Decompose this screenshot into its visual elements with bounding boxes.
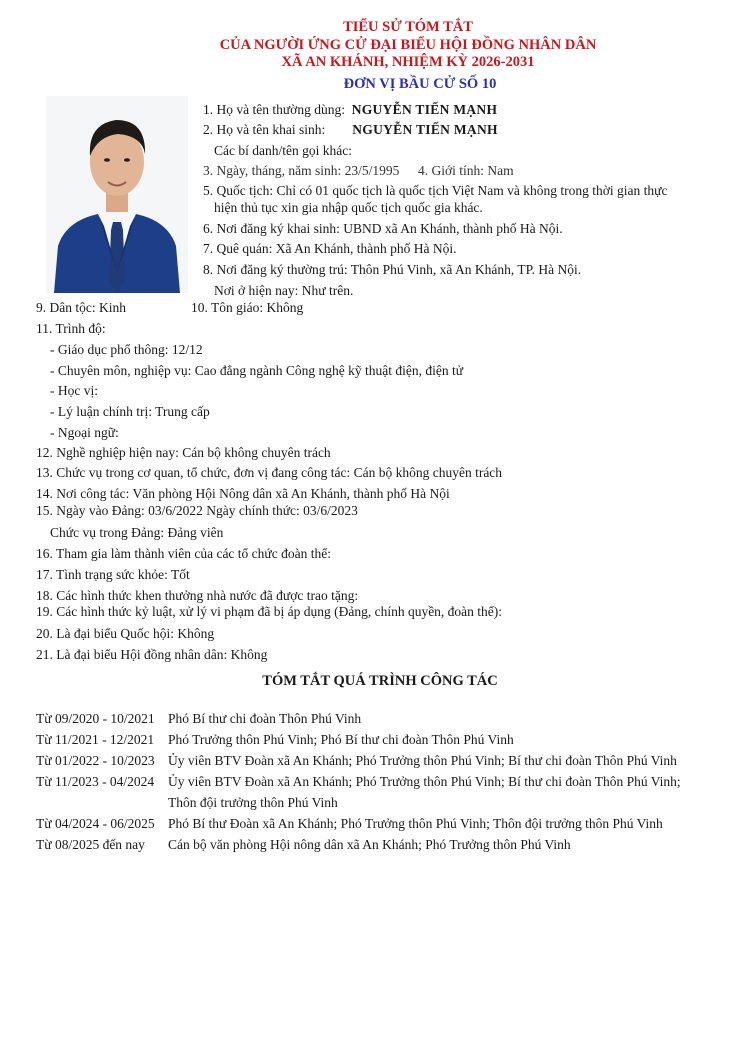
field-nationality-cont: hiện thủ tục xin gia nhập quốc tịch quốc gia khác. xyxy=(214,200,483,215)
field-awards: 18. Các hình thức khen thưởng nhà nước đã được trao tặng: xyxy=(36,588,359,603)
field-professional: - Chuyên môn, nghiệp vụ: Cao đẳng ngành Công nghệ kỹ thuật điện, điện tử xyxy=(50,363,464,378)
field-birth-registration: 6. Nơi đăng ký khai sinh: UBND xã An Khánh, thành phố Hà Nội. xyxy=(203,221,563,236)
field-hometown: 7. Quê quán: Xã An Khánh, thành phố Hà Nội. xyxy=(203,241,457,256)
doc-subtitle: CỦA NGƯỜI ỨNG CỬ ĐẠI BIỂU HỘI ĐỒNG NHÂN DÂN xyxy=(219,37,597,53)
field-political-theory: - Lý luận chính trị: Trung cấp xyxy=(50,404,210,419)
field-peoples-council: 21. Là đại biểu Hội đồng nhân dân: Không xyxy=(36,647,268,662)
field-general-education: - Giáo dục phổ thông: 12/12 xyxy=(50,342,203,357)
field-party-join: 15. Ngày vào Đảng: 03/6/2022 Ngày chính thức: 03/6/2023 xyxy=(36,503,358,518)
doc-subtitle-commune: XÃ AN KHÁNH, NHIỆM KỲ 2026-2031 xyxy=(281,54,535,70)
field-birth-name: 2. Họ và tên khai sinh: NGUYỄN TIẾN MẠNH xyxy=(203,122,498,137)
field-position: 13. Chức vụ trong cơ quan, tổ chức, đơn vị đang công tác: Cán bộ không chuyên trách xyxy=(36,465,503,480)
field-health: 17. Tình trạng sức khỏe: Tốt xyxy=(36,567,190,582)
field-occupation: 12. Nghề nghiệp hiện nay: Cán bộ không chuyên trách xyxy=(36,445,331,460)
field-alias: Các bí danh/tên gọi khác: xyxy=(214,143,352,158)
doc-title: TIỂU SỬ TÓM TẮT xyxy=(343,19,473,35)
field-party-position: Chức vụ trong Đảng: Đảng viên xyxy=(50,525,224,540)
field-foreign-language: - Ngoại ngữ: xyxy=(50,425,119,440)
field-education-heading: 11. Trình độ: xyxy=(36,321,106,336)
field-workplace: 14. Nơi công tác: Văn phòng Hội Nông dân xã An Khánh, thành phố Hà Nội xyxy=(36,486,450,501)
field-religion: 10. Tôn giáo: Không xyxy=(191,300,304,315)
field-current-residence: Nơi ở hiện nay: Như trên. xyxy=(214,283,354,298)
field-nationality: 5. Quốc tịch: Chỉ có 01 quốc tịch là quốc tịch Việt Nam và không trong thời gian thực xyxy=(203,183,668,198)
electoral-unit: ĐƠN VỊ BẦU CỬ SỐ 10 xyxy=(343,76,497,92)
career-section-title: TÓM TẮT QUÁ TRÌNH CÔNG TÁC xyxy=(262,673,498,689)
field-common-name: 1. Họ và tên thường dùng: NGUYỄN TIẾN MẠNH xyxy=(203,102,498,117)
field-permanent-residence: 8. Nơi đăng ký thường trú: Thôn Phú Vinh, xã An Khánh, TP. Hà Nội. xyxy=(203,262,582,277)
field-organizations: 16. Tham gia làm thành viên của các tổ chức đoàn thể: xyxy=(36,546,331,561)
field-national-assembly: 20. Là đại biểu Quốc hội: Không xyxy=(36,626,215,641)
field-ethnicity: 9. Dân tộc: Kinh xyxy=(36,300,126,315)
field-gender: 4. Giới tính: Nam xyxy=(418,163,514,178)
candidate-photo xyxy=(46,96,188,293)
field-discipline: 19. Các hình thức kỷ luật, xử lý vi phạm đã bị áp dụng (Đảng, chính quyền, đoàn thể): xyxy=(36,604,503,619)
field-degree: - Học vị: xyxy=(50,383,98,398)
field-birthdate: 3. Ngày, tháng, năm sinh: 23/5/1995 xyxy=(203,163,400,178)
